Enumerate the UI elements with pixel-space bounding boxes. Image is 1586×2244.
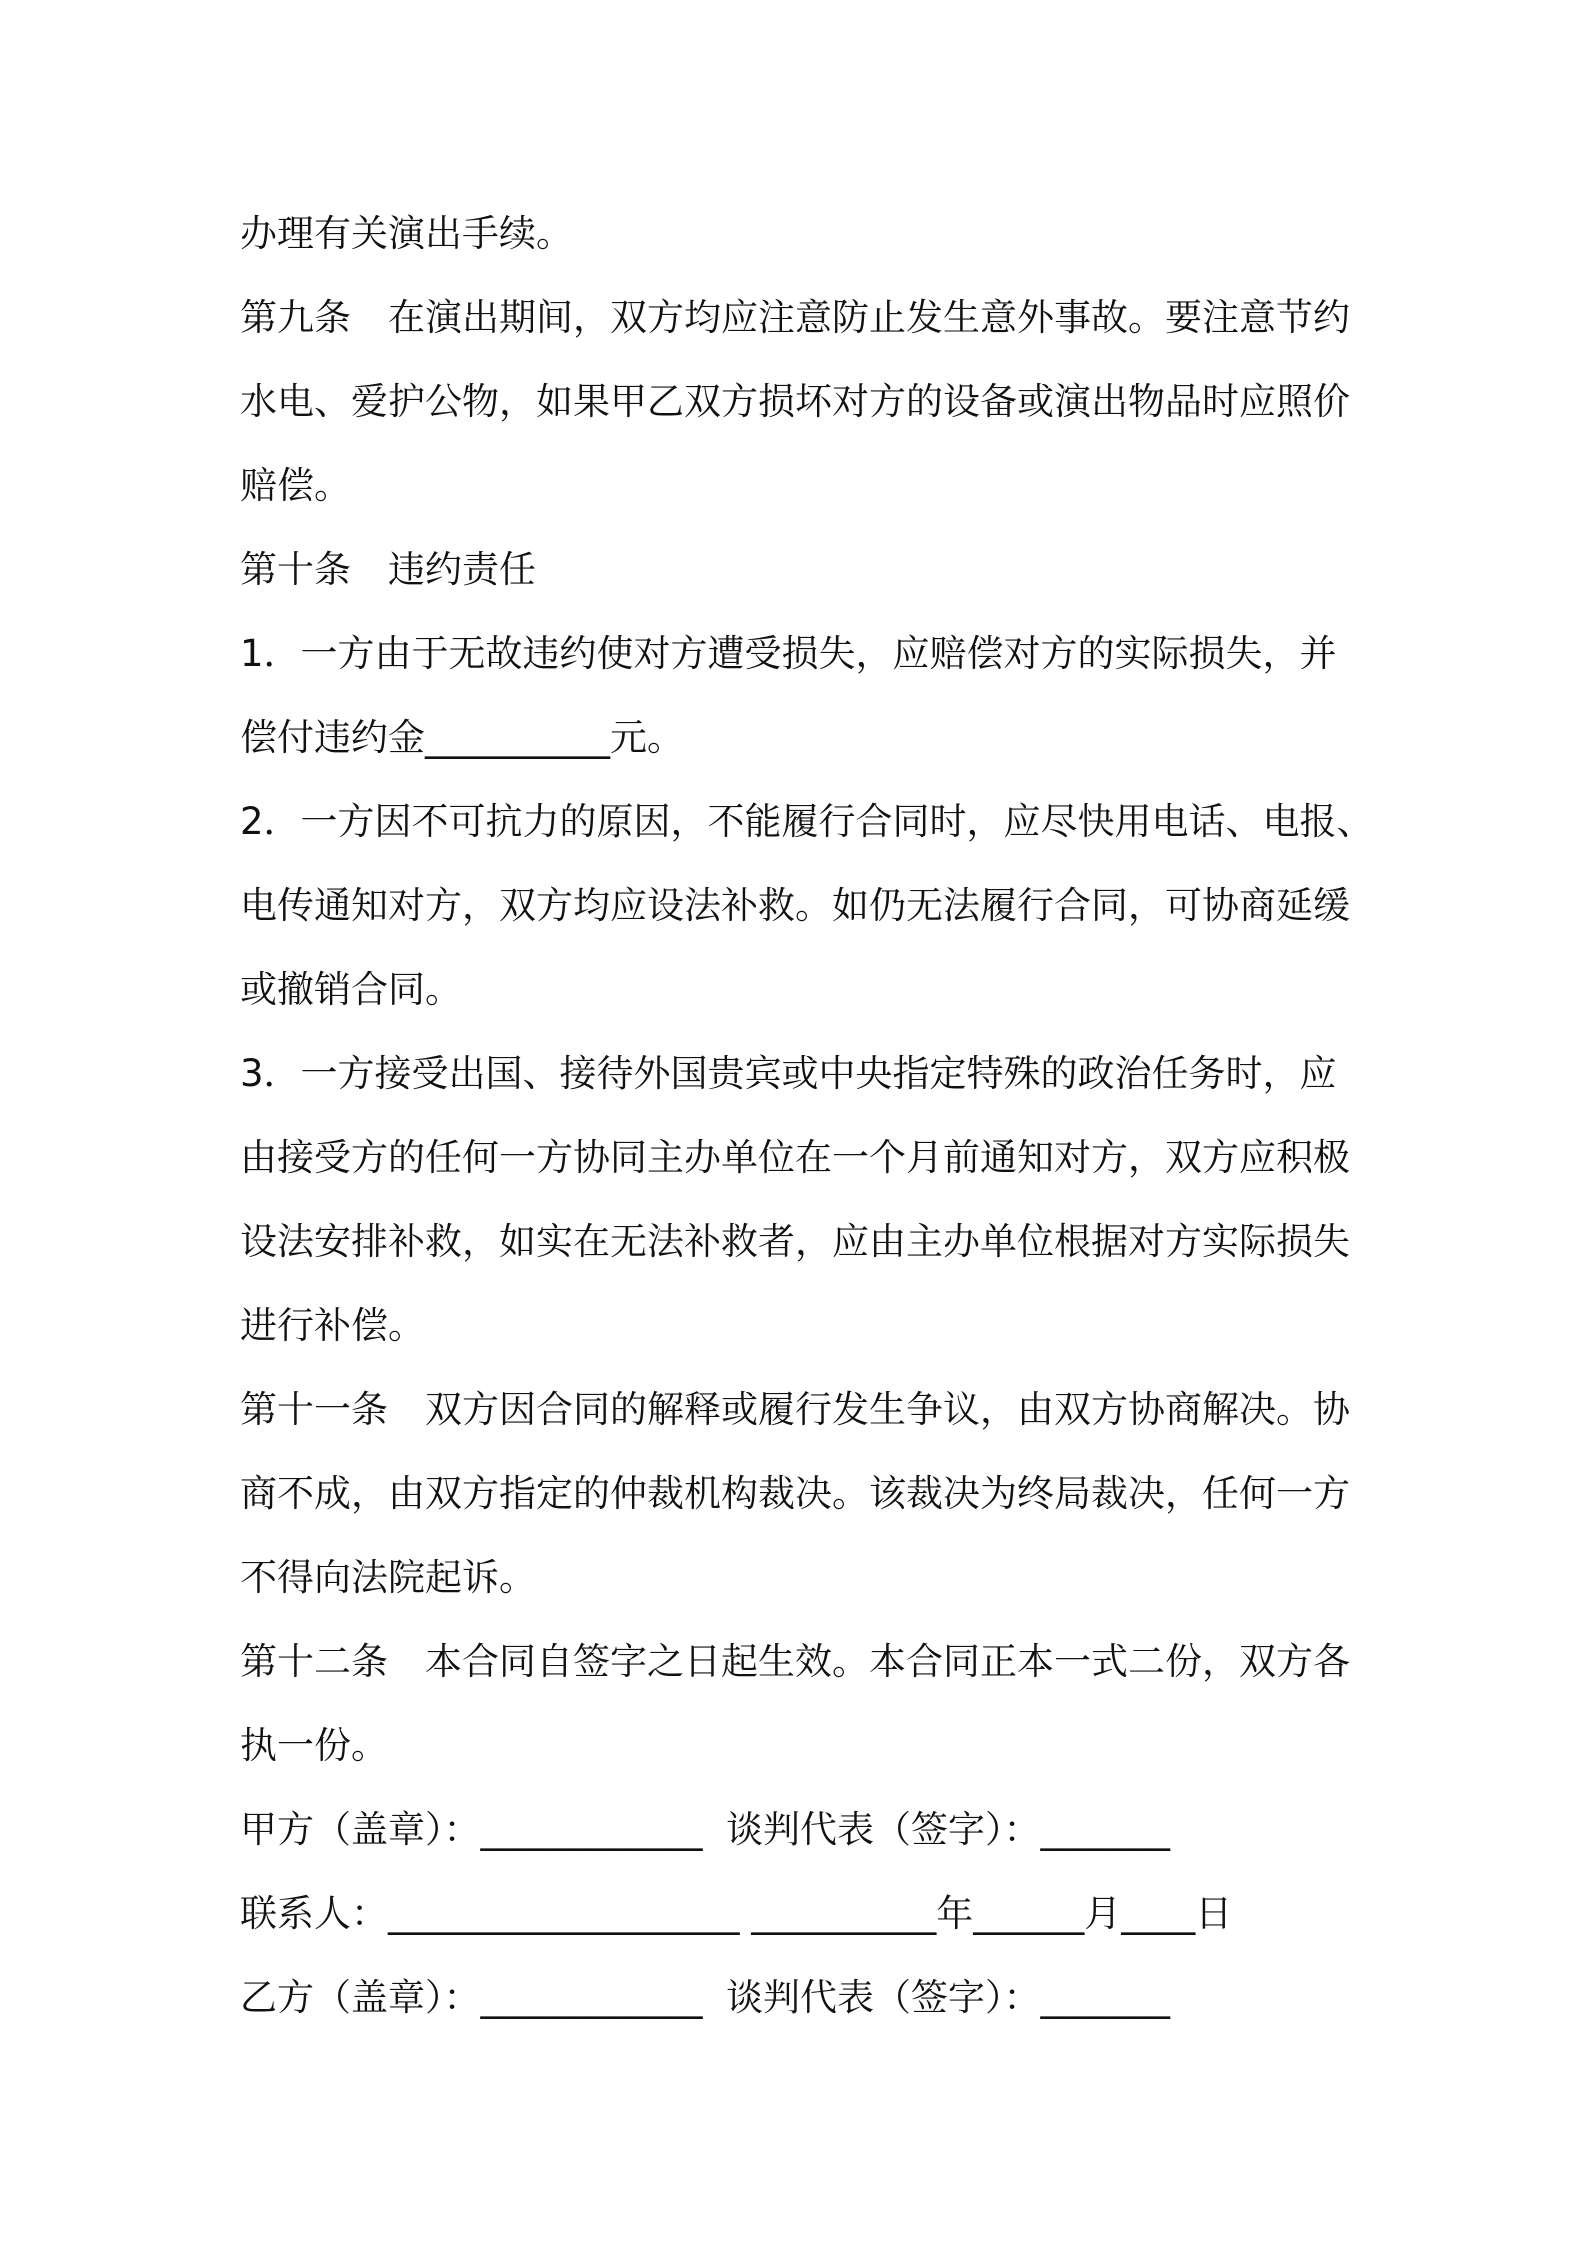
clause-2-line: 2．一方因不可抗力的原因，不能履行合同时，应尽快用电话、电报、 [240, 800, 1374, 843]
text-line: 设法安排补救，如实在无法补救者，应由主办单位根据对方实际损失 [240, 1220, 1350, 1263]
text-line: 由接受方的任何一方协同主办单位在一个月前通知对方，双方应积极 [240, 1136, 1350, 1179]
clause-1-line: 1．一方由于无故违约使对方遭受损失，应赔偿对方的实际损失，并 [240, 632, 1337, 675]
clause-3-line: 3．一方接受出国、接待外国贵宾或中央指定特殊的政治任务时，应 [240, 1052, 1337, 1095]
text-line: 进行补偿。 [240, 1304, 425, 1347]
party-b-signature-line: 乙方（盖章）：____________ 谈判代表（签字）：_______ [240, 1976, 1171, 2019]
contract-body [240, 192, 1374, 2040]
article-10-heading: 第十条 违约责任 [240, 548, 536, 591]
article-9-line: 第九条 在演出期间，双方均应注意防止发生意外事故。要注意节约 [240, 296, 1350, 339]
text-line: 办理有关演出手续。 [240, 212, 573, 255]
text-line: 执一份。 [240, 1724, 388, 1767]
text-line: 商不成，由双方指定的仲裁机构裁决。该裁决为终局裁决，任何一方 [240, 1472, 1350, 1515]
text-line: 偿付违约金__________元。 [240, 716, 684, 759]
text-line: 水电、爱护公物，如果甲乙双方损坏对方的设备或演出物品时应照价 [240, 380, 1350, 423]
party-a-signature-line: 甲方（盖章）：____________ 谈判代表（签字）：_______ [240, 1808, 1171, 1851]
contact-date-line: 联系人：___________________ __________年______月____日 [240, 1892, 1233, 1935]
article-12-line: 第十二条 本合同自签字之日起生效。本合同正本一式二份，双方各 [240, 1640, 1350, 1683]
text-line: 电传通知对方，双方均应设法补救。如仍无法履行合同，可协商延缓 [240, 884, 1350, 927]
article-11-line: 第十一条 双方因合同的解释或履行发生争议，由双方协商解决。协 [240, 1388, 1350, 1431]
text-line: 赔偿。 [240, 464, 351, 507]
text-line: 或撤销合同。 [240, 968, 462, 1011]
text-line: 不得向法院起诉。 [240, 1556, 536, 1599]
